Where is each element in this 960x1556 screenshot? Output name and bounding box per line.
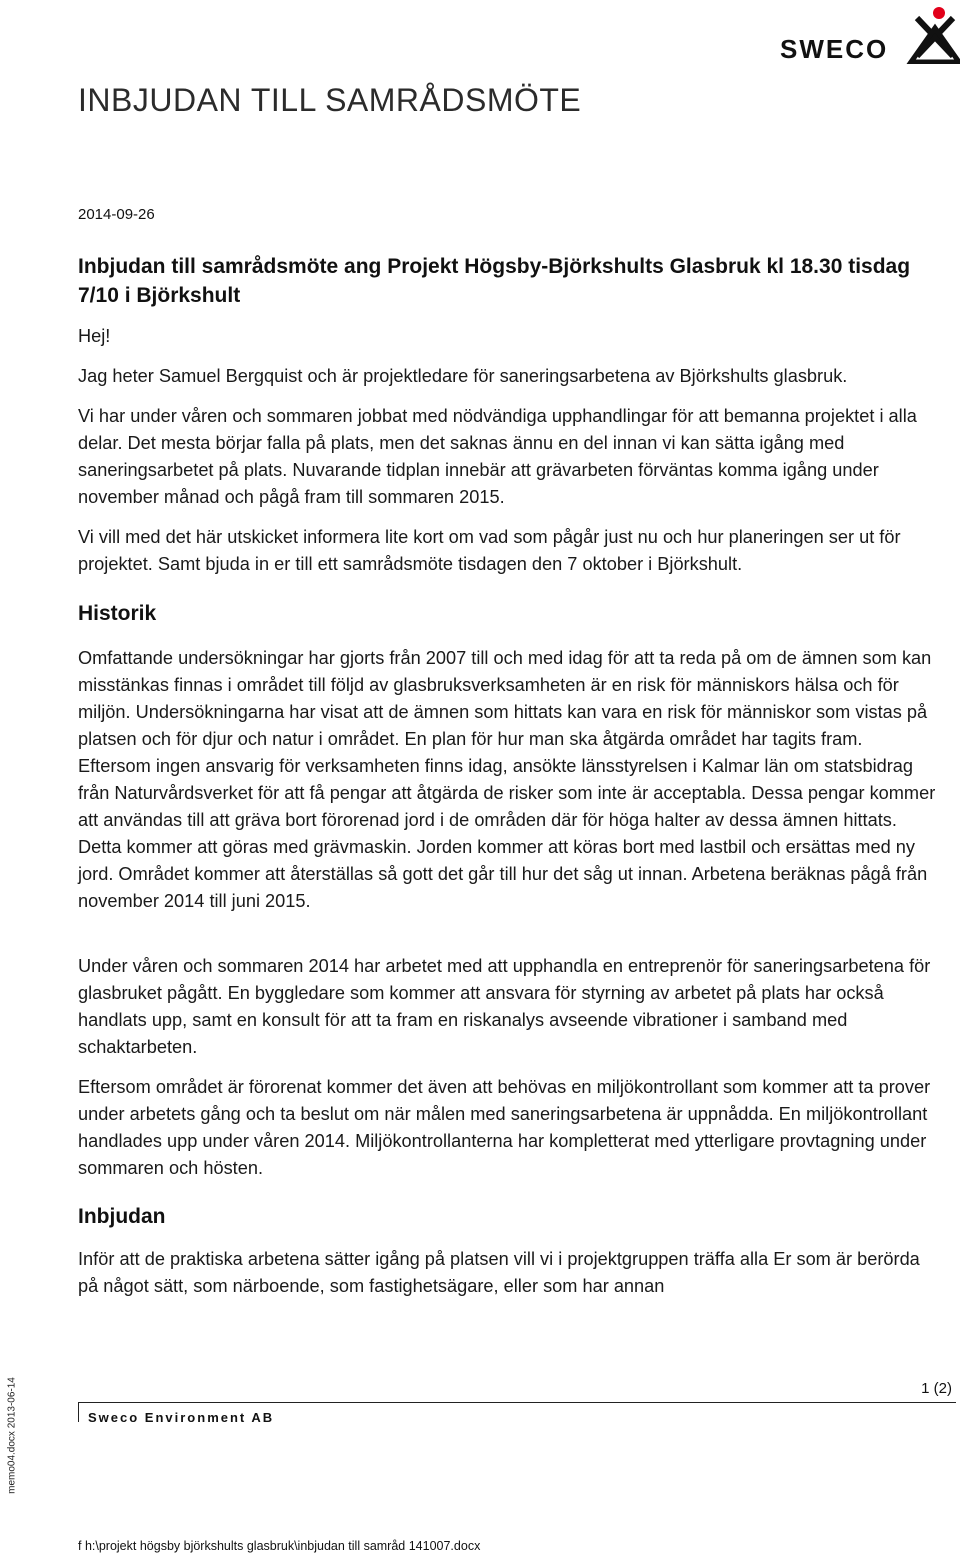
intro-paragraph: Vi har under våren och sommaren jobbat med nödvändiga upphandlingar för att bemanna projektet i alla delar. Det mesta börjar falla på plats, men det saknas ännu en del innan vi kan sätta igång med saneringsarbetet på plats. Nuvarande tidplan innebär att grävarbeten förväntas komma igång under november månad och pågå fram till sommaren 2015. [78,406,917,507]
greeting: Hej! [78,326,111,346]
logo-text: SWECO [780,34,889,64]
page-number: 1 (2) [921,1380,952,1397]
intro-paragraph: Vi vill med det här utskicket informera lite kort om vad som pågår just nu och hur planeringen ser ut för projektet. Samt bjuda in er till ett samrådsmöte tisdagen den 7 oktober i Björkshult. [78,527,901,574]
section-paragraph: Omfattande undersökningar har gjorts från 2007 till och med idag för att ta reda på om de ämnen som kan misstänkas finnas i området till följd av glasbruksverksamheten är en risk för människors hälsa och för miljön. Undersökningarna har visat att de ämnen som hittats kan vara en risk för människor som vistas på platsen och för djur och natur i området. En plan för hur man ska åtgärda området har tagits fram. Eftersom ingen ansvarig för verksamheten finns idag, ansökte länsstyrelsen i Kalmar län om statsbidrag från Naturvårdsverket för att få pengar att åtgärda de risker som inte är acceptabla. Dessa pengar kommer att användas till att gräva bort förorenad jord i de områden där för höga halter av dessa ämnen hittats. Detta kommer att göras med grävmaskin. Jorden kommer att köras bort med lastbil och ersättas med ny jord. Området kommer att återställas så gott det går till hur det såg ut innan. Arbetena beräknas pågå från november 2014 till juni 2015. [78,648,936,911]
document-date: 2014-09-26 [78,206,155,223]
document-subject: Inbjudan till samrådsmöte ang Projekt Högsby-Björkshults Glasbruk kl 18.30 tisdag 7/10 i Björkshult [78,255,911,307]
intro-paragraph: Jag heter Samuel Bergquist och är projektledare för saneringsarbetena av Björkshults glasbruk. [78,366,848,386]
sweco-logo [780,6,960,66]
footer-divider [78,1402,956,1403]
section-heading: Inbjudan [78,1205,166,1228]
template-label: memo04.docx 2013-06-14 [6,1377,18,1494]
section-heading: Historik [78,602,157,625]
section-paragraph: Eftersom området är förorenat kommer det även att behövas en miljökontrollant som kommer att ta prover under arbetets gång och ta beslut om när målen med saneringsarbetena är uppnådda. En miljökontrollant handlades upp under våren 2014. Miljökontrollanterna har kompletterat med ytterligare provtagning under sommaren och hösten. [78,1077,931,1178]
company-name: Sweco Environment AB [88,1410,275,1425]
document-title: INBJUDAN TILL SAMRÅDSMÖTE [78,82,582,118]
sweco-logo-icon [905,6,960,64]
footer-divider-tick [78,1402,79,1422]
file-path: f h:\projekt högsby björkshults glasbruk\inbjudan till samråd 141007.docx [78,1539,481,1553]
section-paragraph: Under våren och sommaren 2014 har arbetet med att upphandla en entreprenör för saneringsarbetena för glasbruket pågått. En byggledare som kommer att ansvara för styrning av arbetet på plats har också handlats upp, samt en konsult för att ta fram en riskanalys avseende vibrationer i samband med schaktarbeten. [78,956,931,1057]
section-paragraph: Inför att de praktiska arbetena sätter igång på platsen vill vi i projektgruppen träffa alla Er som är berörda på något sätt, som närboende, som fastighetsägare, eller som har annan [78,1249,920,1296]
